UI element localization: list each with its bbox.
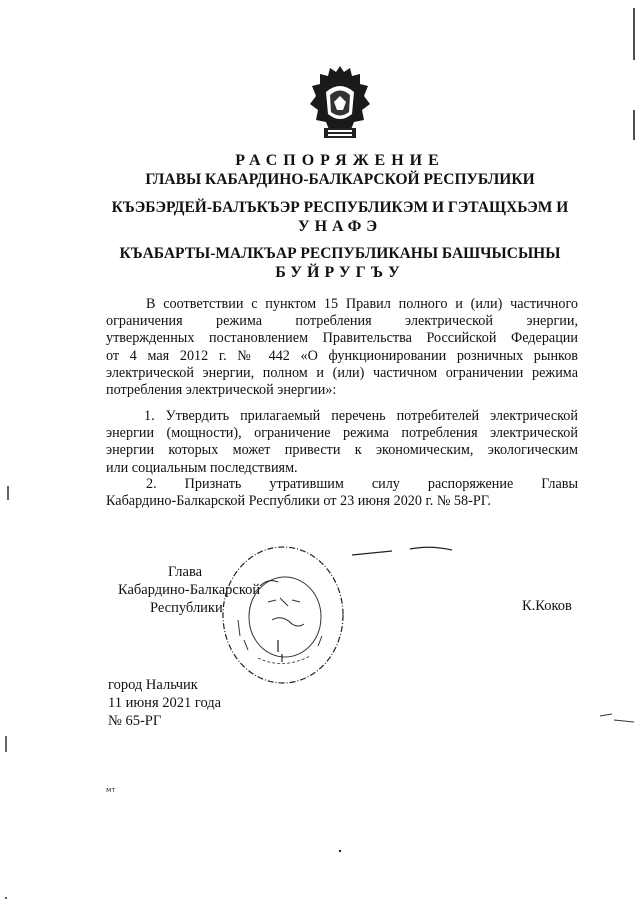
header-line-russian: ГЛАВЫ КАБАРДИНО-БАЛКАРСКОЙ РЕСПУБЛИКИ (145, 171, 535, 188)
signature-title-line-3: Республики (150, 600, 223, 616)
text-line: утвержденных постановлением Правительства Российской Федерации (106, 330, 578, 347)
header-line-karachay-2: БУЙРУГЪУ (275, 264, 405, 281)
header-line-karachay-1: КЪАБАРТЫ-МАЛКЪАР РЕСПУБЛИКАНЫ БАШЧЫСЫНЫ (119, 245, 561, 262)
header-line-kabardian-2: УНАФЭ (297, 218, 383, 235)
text-line: 2. Признать утратившим силу распоряжение Главы (146, 476, 578, 492)
paragraph-preamble (106, 296, 578, 399)
text-line: В соответствии с пунктом 15 Правил полного и (или) частичного (146, 296, 578, 312)
text-line: энергии которых может привести к экономическим, экологическим (106, 442, 578, 459)
official-stamp (218, 540, 348, 690)
issue-city: город Нальчик (108, 677, 198, 693)
decree-number: № 65-РГ (108, 713, 162, 729)
coat-of-arms-emblem (306, 62, 374, 146)
text-line: электрической энергии, полном и (или) частичном ограничении режима (106, 364, 578, 381)
text-line: или социальным последствиям. (106, 459, 298, 476)
signature-title-line-1: Глава (168, 564, 203, 580)
text-line: потребления электрической энергии»: (106, 382, 337, 399)
text-line: от 4 мая 2012 г. № 442 «О функционировании розничных рынков (106, 347, 578, 364)
signature-title-line-2: Кабардино-Балкарской (118, 582, 261, 598)
operator-mark: мт (106, 786, 116, 794)
text-line: энергии (мощности), ограничение режима потребления электрической (106, 425, 578, 442)
decree-title: РАСПОРЯЖЕНИЕ (235, 152, 445, 169)
text-line: ограничения режима потребления электрической энергии, (106, 313, 578, 330)
issue-date: 11 июня 2021 года (108, 695, 222, 711)
signer-name: К.Коков (522, 598, 572, 614)
paragraph-item-2 (106, 476, 578, 510)
paragraph-item-1 (106, 408, 578, 477)
text-line: 1. Утвердить прилагаемый перечень потребителей электрической (144, 408, 578, 424)
text-line: Кабардино-Балкарской Республики от 23 июня 2020 г. № 58-РГ. (106, 493, 491, 510)
header-line-kabardian-1: КЪЭБЭРДЕЙ-БАЛЪКЪЭР РЕСПУБЛИКЭМ И ГЭТАЩХЬЭМ И (111, 199, 569, 216)
